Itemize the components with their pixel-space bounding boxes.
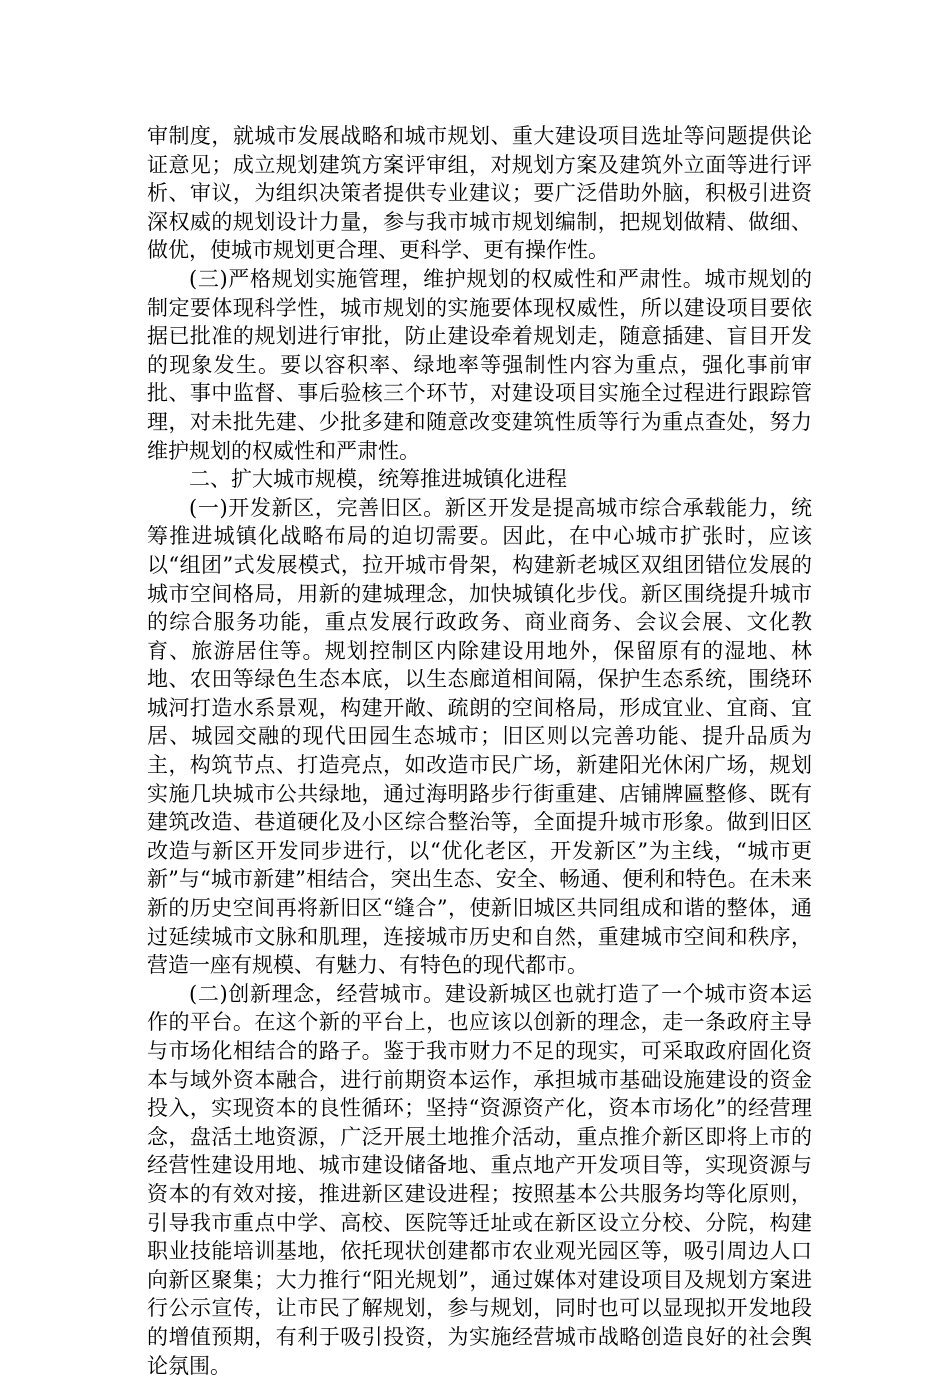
paragraph-subsection-1: (一)开发新区，完善旧区。新区开发是提高城市综合承载能力，统筹推进城镇化战略布局的迫切需要。因此，在中心城市扩张时，应该以“组团”式发展模式，拉开城市骨架，构建新老城区双组团错位发展的城市空间格局，用新的建城理念，加快城镇化步伐。新区围绕提升城市的综合服务功能，重点发展行政政务、商业商务、会议会展、文化教育、旅游居住等。规划控制区内除建设用地外，保留原有的湿地、林地、农田等绿色生态本底，以生态廊道相间隔，保护生态系统，围绕环城河打造水系景观，构建开敞、疏朗的空间格局，形成宜业、宜商、宜居、城园交融的现代田园生态城市；旧区则以完善功能、提升品质为主，构筑节点、打造亮点，如改造市民广场，新建阳光休闲广场，规划实施几块城市公共绿地，通过海明路步行街重建、店铺牌匾整修、既有建筑改造、巷道硬化及小区综合整治等，全面提升城市形象。做到旧区改造与新区开发同步进行，以“优化老区，开发新区”为主线，“城市更新”与“城市新建”相结合，突出生态、安全、畅通、便利和特色。在未来新的历史空间再将新旧区“缝合”，使新旧城区共同组成和谐的整体，通过延续城市文脉和肌理，连接城市历史和自然，重建城市空间和秩序，营造一座有规模、有魅力、有特色的现代都市。 bbox=[147, 495, 812, 978]
section-heading-2: 二、扩大城市规模，统筹推进城镇化进程 bbox=[189, 467, 567, 492]
paragraph-subsection-2: (二)创新理念，经营城市。建设新城区也就打造了一个城市资本运作的平台。在这个新的平台上，也应该以创新的理念，走一条政府主导与市场化相结合的路子。鉴于我市财力不足的现实，可采取政府固化资本与域外资本融合，进行前期资本运作，承担城市基础设施建设的资金投入，实现资本的良性循环；坚持“资源资产化，资本市场化”的经营理念，盘活土地资源，广泛开展土地推介活动，重点推介新区即将上市的经营性建设用地、城市建设储备地、重点地产开发项目等，实现资源与资本的有效对接，推进新区建设进程；按照基本公共服务均等化原则，引导我市重点中学、高校、医院等迁址或在新区设立分校、分院，构建职业技能培训基地，依托现状创建都市农业观光园区等，吸引周边人口向新区聚集；大力推行“阳光规划”，通过媒体对建设项目及规划方案进行公示宣传，让市民了解规划，参与规划，同时也可以显现拟开发地段的增值预期，有利于吸引投资，为实施经营城市战略创造良好的社会舆论氛围。 bbox=[147, 981, 812, 1378]
paragraph-continuation: 审制度，就城市发展战略和城市规划、重大建设项目选址等问题提供论证意见；成立规划建筑方案评审组，对规划方案及建筑外立面等进行评析、审议，为组织决策者提供专业建议；要广泛借助外脑，积极引进资深权威的规划设计力量，参与我市城市规划编制，把规划做精、做细、做优，使城市规划更合理、更科学、更有操作性。 bbox=[147, 124, 812, 263]
document-body bbox=[147, 122, 812, 1380]
paragraph-section-3: (三)严格规划实施管理，维护规划的权威性和严肃性。城市规划的制定要体现科学性，城市规划的实施要体现权威性，所以建设项目要依据已批准的规划进行审批，防止建设牵着规划走，随意插建、盲目开发的现象发生。要以容积率、绿地率等强制性内容为重点，强化事前审批、事中监督、事后验核三个环节，对建设项目实施全过程进行跟踪管理，对未批先建、少批多建和随意改变建筑性质等行为重点查处，努力维护规划的权威性和严肃性。 bbox=[147, 266, 812, 463]
